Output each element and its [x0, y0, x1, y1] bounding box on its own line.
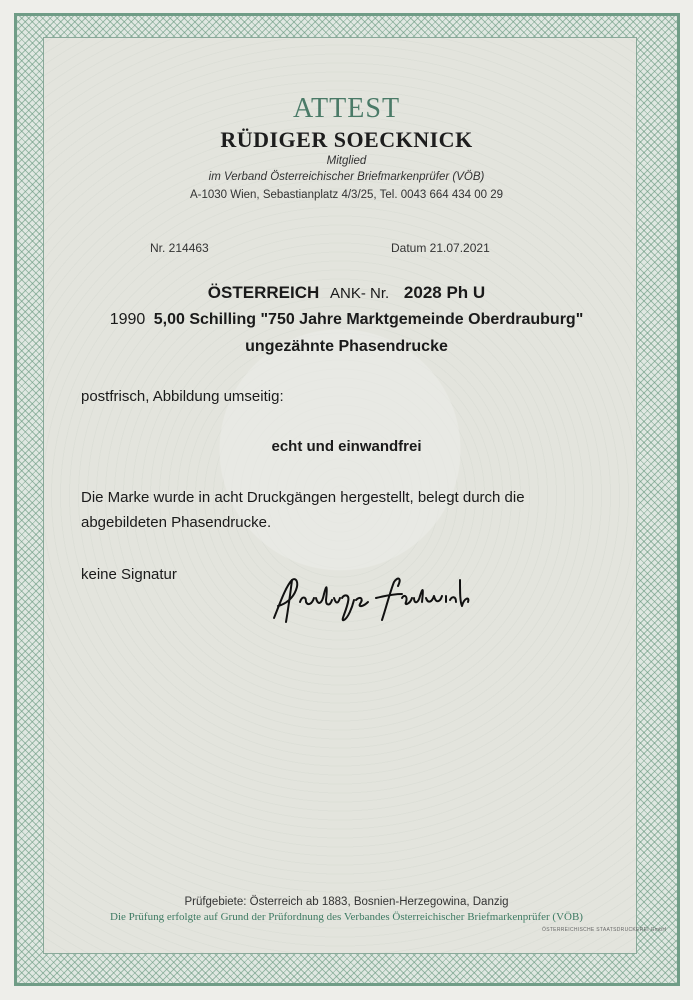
handwritten-signature-icon [266, 568, 476, 628]
printer-imprint: ÖSTERREICHISCHE STAATSDRUCKEREI GmbH [542, 927, 667, 933]
examination-rules: Die Prüfung erfolgte auf Grund der Prüfordnung des Verbandes Österreichischer Briefmarkenprüfer (VÖB) [110, 911, 583, 923]
stamp-year: 1990 [109, 311, 146, 328]
note-line-1: Die Marke wurde in acht Druckgängen hergestellt, belegt durch die [81, 489, 525, 506]
association-line: im Verband Österreichischer Briefmarkenprüfer (VÖB) [208, 171, 485, 183]
verdict-text: echt und einwandfrei [271, 438, 422, 455]
certificate-number: Nr. 214463 [150, 241, 209, 255]
note-line-2: abgebildeten Phasendrucke. [81, 514, 272, 531]
country: ÖSTERREICH [207, 283, 320, 302]
signature-note: keine Signatur [81, 566, 177, 583]
stamp-heading [0, 283, 693, 303]
examination-areas: Prüfgebiete: Österreich ab 1883, Bosnien-Herzegowina, Danzig [184, 896, 509, 908]
condition-text: postfrisch, Abbildung umseitig: [81, 388, 284, 405]
expert-name: RÜDIGER SOECKNICK [220, 127, 473, 152]
stamp-description: 5,00 Schilling "750 Jahre Marktgemeinde Oberdrauburg" [153, 311, 584, 328]
stamp-description-line [0, 311, 693, 329]
stamp-variant: ungezähnte Phasendrucke [245, 338, 448, 355]
certificate-title: ATTEST [292, 93, 401, 124]
address-line: A-1030 Wien, Sebastianplatz 4/3/25, Tel. 0043 664 434 00 29 [189, 189, 504, 201]
certificate-date: Datum 21.07.2021 [391, 241, 490, 255]
member-label: Mitglied [326, 155, 367, 167]
ank-label: ANK- Nr. [330, 285, 390, 302]
ank-number: 2028 Ph U [403, 283, 486, 302]
